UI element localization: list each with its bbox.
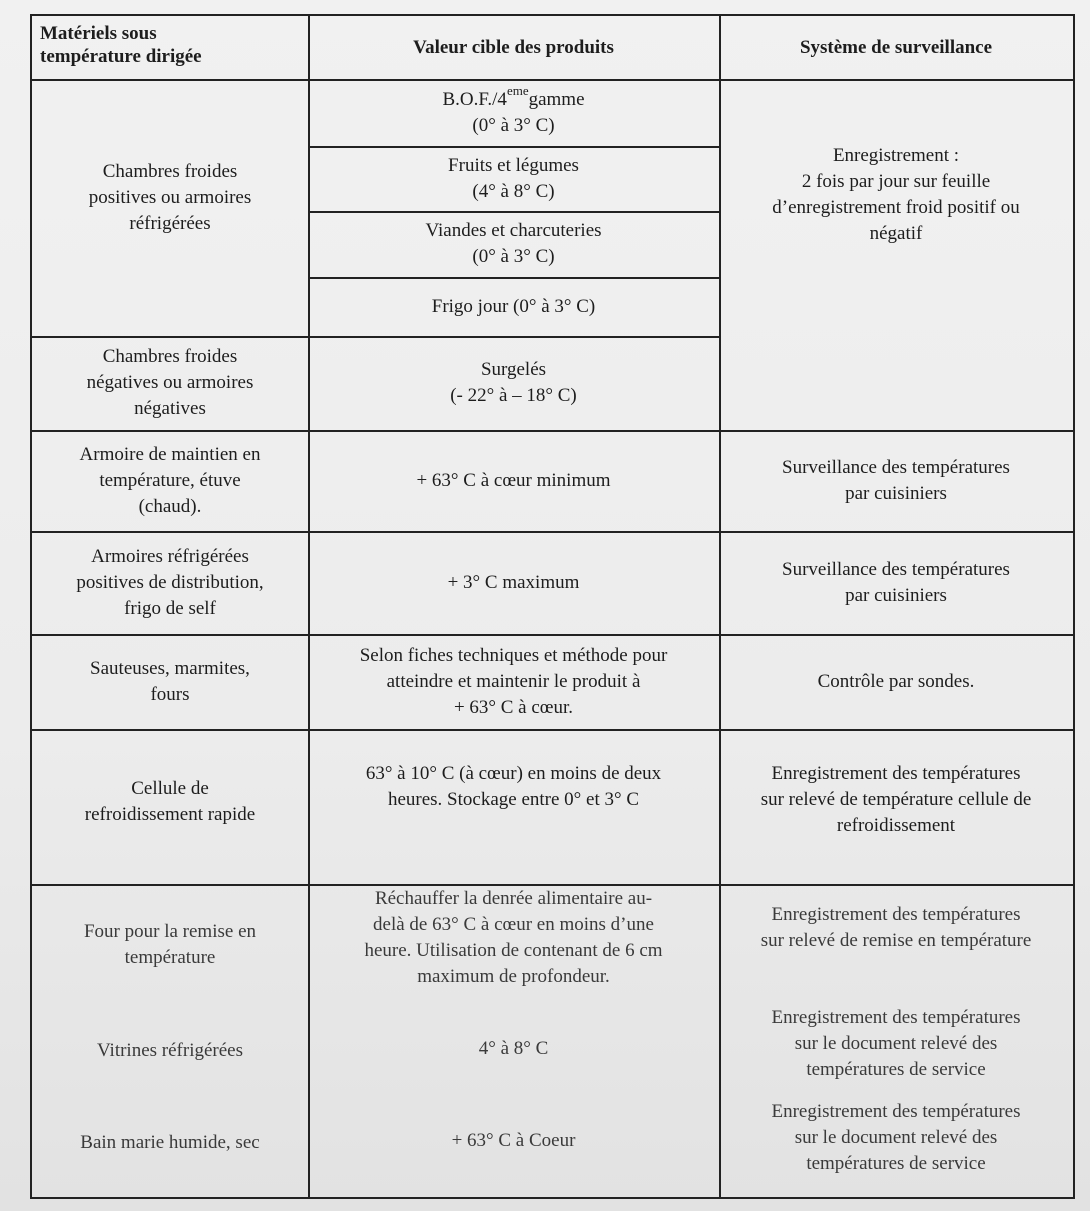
text-line: Enregistrement des températures xyxy=(771,904,1021,925)
text-line: Surveillance des températures xyxy=(782,456,1010,478)
text-line: positives ou armoires xyxy=(88,186,252,208)
header-equipment-line: Matériels sous xyxy=(40,23,157,44)
monitoring-reheat xyxy=(719,884,1073,974)
temperature-table xyxy=(30,14,1075,1199)
text-line: Armoires réfrigérées xyxy=(91,545,249,567)
text-line: heure. Utilisation de contenant de 6 cm xyxy=(364,940,663,961)
text-line: Sauteuses, marmites, xyxy=(90,657,250,679)
text-line: Réchauffer la denrée alimentaire au- xyxy=(374,888,653,909)
monitoring-display xyxy=(719,1002,1073,1086)
text-line: 63° à 10° C (à cœur) en moins de deux xyxy=(365,763,662,784)
text-line xyxy=(442,83,585,113)
equipment-distribution xyxy=(32,531,308,634)
text-line: températures de service xyxy=(806,1059,986,1080)
target-cooking xyxy=(308,634,719,729)
target-display xyxy=(308,1024,719,1074)
text-line: négatif xyxy=(869,223,923,244)
equipment-cooking xyxy=(32,634,308,729)
equipment-positive-cold xyxy=(32,79,308,336)
text-line: Cellule de xyxy=(131,777,209,799)
monitoring-blast-chill xyxy=(719,729,1073,884)
target-blast-chill xyxy=(308,729,719,884)
text-line: atteindre et maintenir le produit à xyxy=(386,670,641,692)
header-target-value-text: Valeur cible des produits xyxy=(413,36,614,58)
header-target-value xyxy=(308,16,719,79)
text-line: maximum de profondeur. xyxy=(417,966,610,987)
text-line: Surgelés xyxy=(480,359,547,380)
target-hot-holding xyxy=(308,430,719,531)
target-surgeles xyxy=(308,336,719,430)
equipment-hot-holding xyxy=(32,430,308,531)
text-line: + 63° C à cœur. xyxy=(453,696,574,718)
target-fruits-legumes xyxy=(308,146,719,211)
monitoring-cooking xyxy=(719,634,1073,729)
text-line: températures de service xyxy=(806,1153,986,1174)
text-line: (0° à 3° C) xyxy=(472,246,555,267)
text-line: refroidissement xyxy=(836,815,956,836)
text-line: température, étuve xyxy=(99,469,241,491)
monitoring-hot-holding xyxy=(719,430,1073,531)
target-frigo-jour xyxy=(308,277,719,336)
equipment-negative-cold xyxy=(32,336,308,430)
target-bain-marie xyxy=(308,1116,719,1166)
text-line: négatives ou armoires xyxy=(86,372,254,393)
text-line: Enregistrement : xyxy=(832,145,960,166)
text-line: Vitrines réfrigérées xyxy=(96,1040,244,1061)
target-reheat xyxy=(308,884,719,996)
monitoring-distribution xyxy=(719,531,1073,634)
text-line: (0° à 3° C) xyxy=(472,114,555,136)
text-line: sur relevé de remise en température xyxy=(760,930,1032,951)
text-line: Chambres froides xyxy=(102,346,238,367)
text-line: Enregistrement des températures xyxy=(771,1007,1021,1028)
text-line: sur relevé de température cellule de xyxy=(760,789,1032,810)
text-line: frigo de self xyxy=(124,597,216,619)
text-line: par cuisiniers xyxy=(845,482,947,504)
text-line: Fruits et légumes xyxy=(448,154,579,176)
monitoring-cold xyxy=(719,79,1073,336)
text-line: Surveillance des températures xyxy=(782,558,1010,580)
equipment-reheat xyxy=(32,884,308,994)
text-line: Chambres froides xyxy=(102,160,238,182)
text-line: Bain marie humide, sec xyxy=(80,1132,260,1153)
text-line: Viandes et charcuteries xyxy=(425,220,602,241)
text-line: négatives xyxy=(134,398,206,419)
text-line: Contrôle par sondes. xyxy=(817,670,975,692)
header-equipment-line: température dirigée xyxy=(40,46,202,67)
text-line: heures. Stockage entre 0° et 3° C xyxy=(387,789,640,810)
text-line: + 63° C à cœur minimum xyxy=(416,469,611,491)
equipment-bain-marie xyxy=(32,1118,308,1168)
bof-prefix: B.O.F./4 xyxy=(442,88,507,110)
text-line: d’enregistrement froid positif ou xyxy=(772,197,1020,218)
text-line: température xyxy=(124,947,216,968)
text-line: 4° à 8° C xyxy=(478,1038,549,1059)
monitoring-bain-marie xyxy=(719,1096,1073,1180)
text-line: positives de distribution, xyxy=(76,571,264,593)
bof-superscript: eme xyxy=(506,83,529,99)
text-line: + 63° C à Coeur xyxy=(451,1130,576,1151)
text-line: delà de 63° C à cœur en moins d’une xyxy=(373,914,654,935)
text-line: Frigo jour (0° à 3° C) xyxy=(431,295,596,317)
target-viandes xyxy=(308,211,719,277)
header-monitoring-text: Système de surveillance xyxy=(799,36,993,58)
text-line: + 3° C maximum xyxy=(447,571,580,593)
header-equipment xyxy=(32,16,308,79)
text-line: Armoire de maintien en xyxy=(79,443,261,465)
text-line: sur le document relevé des xyxy=(794,1127,998,1148)
text-line: refroidissement rapide xyxy=(84,803,256,825)
text-line: réfrigérées xyxy=(129,212,211,234)
text-line: (4° à 8° C) xyxy=(472,180,555,202)
text-line: (chaud). xyxy=(138,495,202,517)
target-distribution xyxy=(308,531,719,634)
text-line: Enregistrement des températures xyxy=(771,1101,1021,1122)
text-line: Four pour la remise en xyxy=(83,921,256,942)
target-bof xyxy=(308,79,719,146)
equipment-display xyxy=(32,1026,308,1076)
text-line: sur le document relevé des xyxy=(794,1033,998,1054)
header-monitoring xyxy=(719,16,1073,79)
text-line: par cuisiniers xyxy=(845,584,947,606)
text-line: Selon fiches techniques et méthode pour xyxy=(359,644,668,666)
text-line: fours xyxy=(150,683,190,705)
text-line: Enregistrement des températures xyxy=(771,763,1021,784)
equipment-blast-chill xyxy=(32,729,308,884)
text-line: (- 22° à – 18° C) xyxy=(450,385,577,406)
text-line: 2 fois par jour sur feuille xyxy=(801,171,991,192)
bof-suffix: gamme xyxy=(528,88,585,110)
